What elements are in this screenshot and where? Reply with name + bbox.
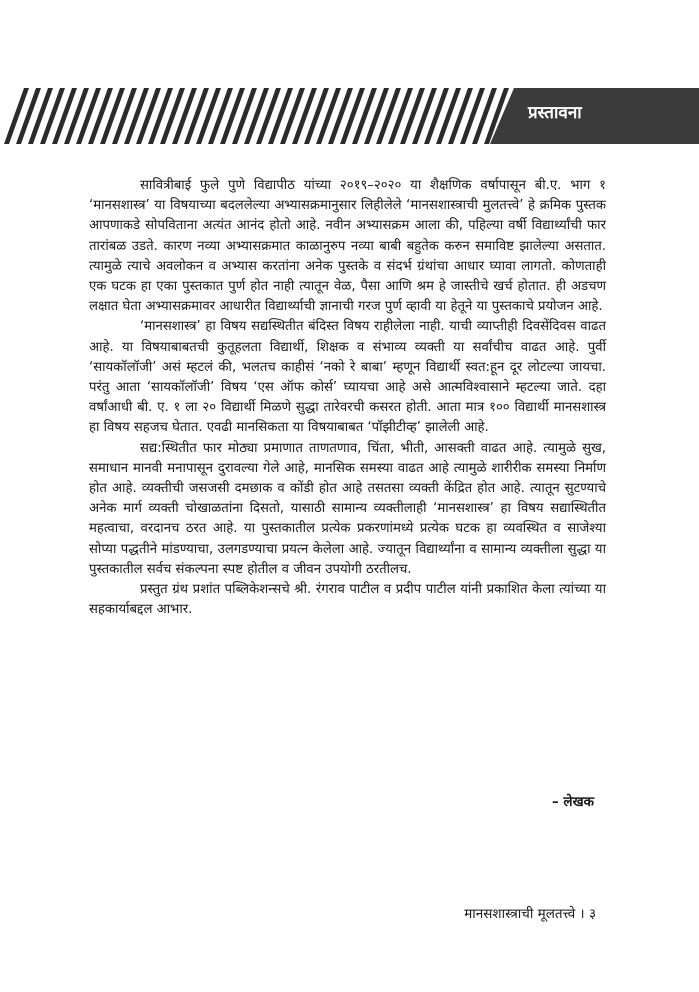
- section-header-band: [0, 88, 699, 144]
- stripe: [124, 88, 149, 144]
- stripe: [16, 88, 41, 144]
- stripe: [292, 88, 317, 144]
- stripe: [280, 88, 305, 144]
- stripe: [472, 88, 497, 144]
- stripe: [88, 88, 113, 144]
- stripe: [28, 88, 53, 144]
- stripe: [64, 88, 89, 144]
- stripe: [388, 88, 413, 144]
- stripe: [244, 88, 269, 144]
- stripe: [352, 88, 377, 144]
- stripe: [268, 88, 293, 144]
- stripe: [172, 88, 197, 144]
- stripe: [208, 88, 233, 144]
- paragraph-2: ‘मानसशास्त्र’ हा विषय सद्यस्थितीत बंदिस्त विषय राहीलेला नाही. याची व्याप्तीही दिवसेंदिवस वाढत आहे. या विषयाबाबतची कुतूहलता विद्यार्थी, शिक्षक व संभाव्य व्यक्ती या सर्वांचीच वाढत आहे. पुर्वी ‘सायकॉलॉजी’ असं म्हटलं की, भलतच काहीसं ‘नको रे बाबा’ म्हणून विद्यार्थी स्वत:हून दूर लोटल्या जायचा. परंतु आता ‘सायकॉलॉजी’ विषय ‘एस ऑफ कोर्स’ घ्यायचा आहे असे आत्मविश्वासाने म्हटल्या जाते. दहा वर्षांआधी बी. ए. १ ला २० विद्यार्थी मिळणे सुद्धा तारेवरची कसरत होती. आता मात्र १०० विद्यार्थी मानसशास्त्र हा विषय सहजच घेतात. एवढी मानसिकता या विषयाबाबत ‘पॉझीटीव्ह’ झालेली आहे.: [89, 319, 606, 436]
- stripe: [76, 88, 101, 144]
- stripe: [424, 88, 449, 144]
- stripe: [160, 88, 185, 144]
- stripe: [184, 88, 209, 144]
- stripe: [328, 88, 353, 144]
- stripe: [412, 88, 437, 144]
- stripe: [436, 88, 461, 144]
- stripe: [196, 88, 221, 144]
- stripe: [100, 88, 125, 144]
- paragraph-3: सद्य:स्थितीत फार मोठ्या प्रमाणात ताणतणाव, चिंता, भीती, आसक्ती वाढत आहे. त्यामुळे सुख, समाधान मानवी मनापासून दुरावल्या गेले आहे, मानसिक समस्या वाढत आहे त्यामुळे शारीरीक समस्या निर्माण होत आहे. व्यक्तीची जसजसी दमछाक व कोंडी होत आहे तसतसा व्यक्ती केंद्रित होत आहे. त्यातून सुटण्याचे अनेक मार्ग व्यक्ती चोखाळतांना दिसतो, यासाठी सामान्य व्यक्तीलाही ‘मानसशास्त्र’ हा विषय सद्यास्थितीत महत्वाचा, वरदानच ठरत आहे. या पुस्तकातील प्रत्येक प्रकरणांमध्ये प्रत्येक घटक हा व्यवस्थित व साजेश्या सोप्या पद्धतीने मांडण्याचा, उलगडण्याचा प्रयत्न केलेला आहे. ज्यातून विद्यार्थ्यांना व सामान्य व्यक्तीला सुद्धा या पुस्तकातील सर्वच संकल्पना स्पष्ट होतील व जीवन उपयोगी ठरतीलच.: [89, 440, 606, 577]
- page-footer: मानसशास्त्राची मूलतत्त्वे । ३: [464, 906, 596, 922]
- stripe: [220, 88, 245, 144]
- stripe: [460, 88, 485, 144]
- stripe: [316, 88, 341, 144]
- paragraph-4: प्रस्तुत ग्रंथ प्रशांत पब्लिकेशन्सचे श्री. रंगराव पाटील व प्रदीप पाटील यांनी प्रकाशित केला त्यांच्या या सहकार्याबद्दल आभार.: [89, 582, 607, 618]
- stripe: [376, 88, 401, 144]
- stripe: [40, 88, 65, 144]
- author-signature: – लेखक: [551, 794, 594, 810]
- preface-body: [89, 176, 606, 620]
- diagonal-stripes-graphic: [0, 88, 699, 144]
- stripe: [52, 88, 77, 144]
- section-title: प्रस्तावना: [528, 103, 582, 123]
- stripe: [304, 88, 329, 144]
- stripe: [148, 88, 173, 144]
- stripe: [340, 88, 365, 144]
- stripe: [256, 88, 281, 144]
- stripe: [232, 88, 257, 144]
- paragraph-1: सावित्रीबाई फुले पुणे विद्यापीठ यांच्या २०१९–२०२० या शैक्षणिक वर्षापासून बी.ए. भाग १ ‘मानसशास्त्र’ या विषयाच्या बदललेल्या अभ्यासक्रमानुसार लिहीलेले ‘मानसशास्त्राची मुलतत्त्वे’ हे क्रमिक पुस्तक आपणाकडे सोपविताना अत्यंत आनंद होतो आहे. नवीन अभ्यासक्रम आला की, पहिल्या वर्षी विद्यार्थ्यांची फार तारांबळ उडते. कारण नव्या अभ्यासक्रमात काळानुरुप नव्या बाबी बहुतेक करुन समाविष्ट झालेल्या असतात. त्यामुळे त्याचे अवलोकन व अभ्यास करतांना अनेक पुस्तके व संदर्भ ग्रंथांचा आधार घ्यावा लागतो. कोणताही एक घटक हा एका पुस्तकात पुर्ण होत नाही त्यातून वेळ, पैसा आणि श्रम हे जास्तीचे खर्च होतात. ही अडचण लक्षात घेता अभ्यासक्रमावर आधारीत विद्यार्थ्याची ज्ञानाची गरज पुर्ण व्हावी या हेतूने या पुस्तकाचे प्रयोजन आहे.: [89, 178, 606, 315]
- stripe: [136, 88, 161, 144]
- stripe: [4, 88, 29, 144]
- stripe: [400, 88, 425, 144]
- stripe: [112, 88, 137, 144]
- stripe: [448, 88, 473, 144]
- stripe: [364, 88, 389, 144]
